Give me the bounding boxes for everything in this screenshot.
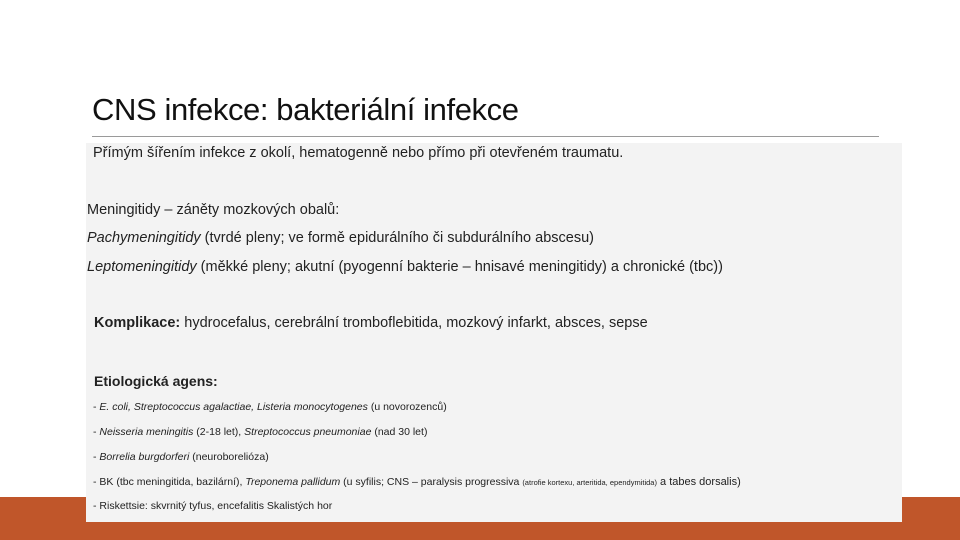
list-dash: - — [93, 401, 100, 413]
etiologie-item-3 — [93, 451, 269, 463]
etiologie-note: a tabes dorsalis) — [656, 476, 741, 488]
etiologie-species: Neisseria meningitis — [99, 426, 194, 438]
pachymeningitidy-line — [87, 230, 594, 246]
komplikace-text: hydrocefalus, cerebrální tromboflebitida, mozkový infarkt, absces, sepse — [180, 315, 648, 331]
etiologie-note: (u novorozenců) — [367, 401, 447, 413]
etiologie-species: E. coli, Streptococcus agalactiae, Listeria monocytogenes — [99, 401, 368, 413]
etiologie-note: (u syfilis; CNS – paralysis progressiva — [340, 476, 523, 488]
leptomeningitidy-term: Leptomeningitidy — [87, 259, 197, 275]
etiologie-note: (neuroborelióza) — [189, 451, 269, 463]
leptomeningitidy-line — [87, 259, 723, 275]
etiologie-item-5: - Riskettsie: skvrnitý tyfus, encefalitis Skalistých hor — [93, 500, 333, 512]
etiologie-species: Treponema pallidum — [245, 476, 341, 488]
etiologie-item-4 — [93, 476, 741, 488]
komplikace-label: Komplikace: — [94, 315, 181, 331]
content-panel — [86, 143, 902, 522]
slide-title: CNS infekce: bakteriální infekce — [92, 92, 519, 127]
pachymeningitidy-desc: (tvrdé pleny; ve formě epidurálního či subdurálního abscesu) — [200, 230, 594, 246]
meningitidy-heading: Meningitidy – záněty mozkových obalů: — [87, 202, 340, 218]
etiologie-item-1 — [93, 401, 447, 413]
etiologie-note: - BK (tbc meningitida, bazilární), — [93, 476, 246, 488]
etiologie-note: (2-18 let), — [193, 426, 245, 438]
intro-text: Přímým šířením infekce z okolí, hematogenně nebo přímo při otevřeném traumatu. — [93, 145, 624, 161]
etiologie-species: Borrelia burgdorferi — [99, 451, 190, 463]
etiologie-heading: Etiologická agens: — [94, 373, 218, 389]
title-divider — [92, 136, 879, 137]
pachymeningitidy-term: Pachymeningitidy — [87, 230, 201, 246]
etiologie-item-2 — [93, 426, 427, 438]
komplikace-line — [94, 315, 648, 331]
list-dash: - — [93, 451, 100, 463]
etiologie-note: (nad 30 let) — [371, 426, 428, 438]
etiologie-small-note: (atrofie kortexu, arteritida, ependymitida) — [522, 478, 657, 487]
leptomeningitidy-desc: (měkké pleny; akutní (pyogenní bakterie – hnisavé meningitidy) a chronické (tbc)) — [196, 259, 723, 275]
list-dash: - — [93, 426, 100, 438]
etiologie-species: Streptococcus pneumoniae — [244, 426, 372, 438]
